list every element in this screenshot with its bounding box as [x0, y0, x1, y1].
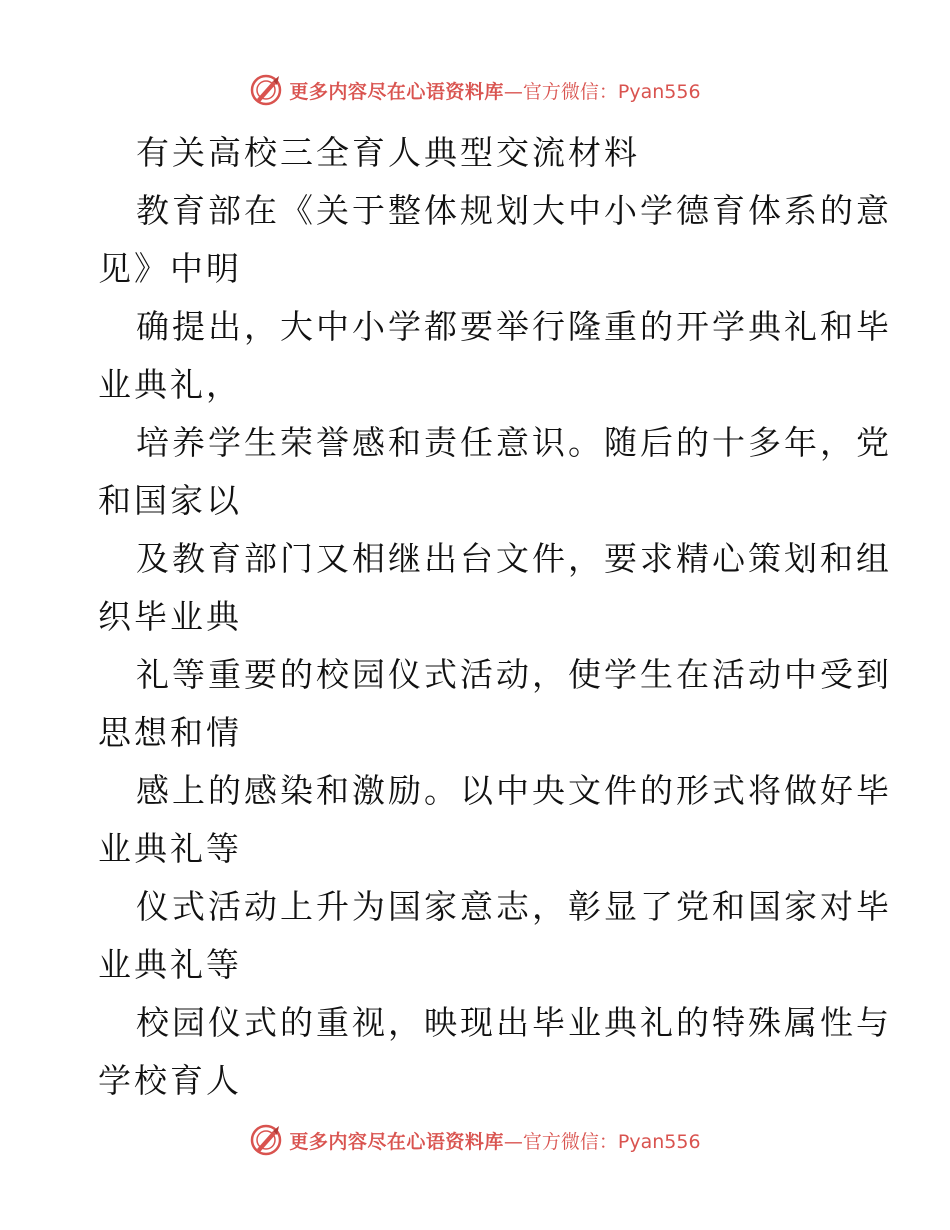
document-line: 确提出，大中小学都要举行隆重的开学典礼和毕: [136, 307, 892, 346]
document-line: 和国家以: [98, 481, 242, 520]
document-line: 织毕业典: [98, 597, 242, 636]
document-line: 业典礼等: [98, 829, 242, 868]
document-line: 有关高校三全育人典型交流材料: [136, 133, 640, 172]
document-line: 礼等重要的校园仪式活动，使学生在活动中受到: [136, 655, 892, 694]
document-line: 学校育人: [98, 1061, 242, 1100]
document-line: 思想和情: [98, 713, 242, 752]
document-line: 培养学生荣誉感和责任意识。随后的十多年，党: [136, 423, 892, 462]
document-line: 仪式活动上升为国家意志，彰显了党和国家对毕: [136, 887, 892, 926]
watermark-sub-text: —官方微信：Pyan556: [503, 1130, 701, 1153]
watermark-main-text: 更多内容尽在心语资料库: [289, 1130, 504, 1153]
document-line: 教育部在《关于整体规划大中小学德育体系的意: [136, 191, 892, 230]
footer-watermark: [0, 1120, 950, 1160]
document-line: 感上的感染和激励。以中央文件的形式将做好毕: [136, 771, 892, 810]
quill-logo-icon: [249, 73, 283, 107]
document-line: 业典礼等: [98, 945, 242, 984]
document-line: 校园仪式的重视，映现出毕业典礼的特殊属性与: [136, 1003, 892, 1042]
header-watermark: [0, 70, 950, 110]
watermark-sub-text: —官方微信：Pyan556: [503, 80, 701, 103]
document-body: [98, 124, 892, 1110]
document-line: 业典礼，: [98, 365, 242, 404]
quill-logo-icon: [249, 1123, 283, 1157]
document-line: 见》中明: [98, 249, 242, 288]
document-line: 及教育部门又相继出台文件，要求精心策划和组: [136, 539, 892, 578]
watermark-main-text: 更多内容尽在心语资料库: [289, 80, 504, 103]
